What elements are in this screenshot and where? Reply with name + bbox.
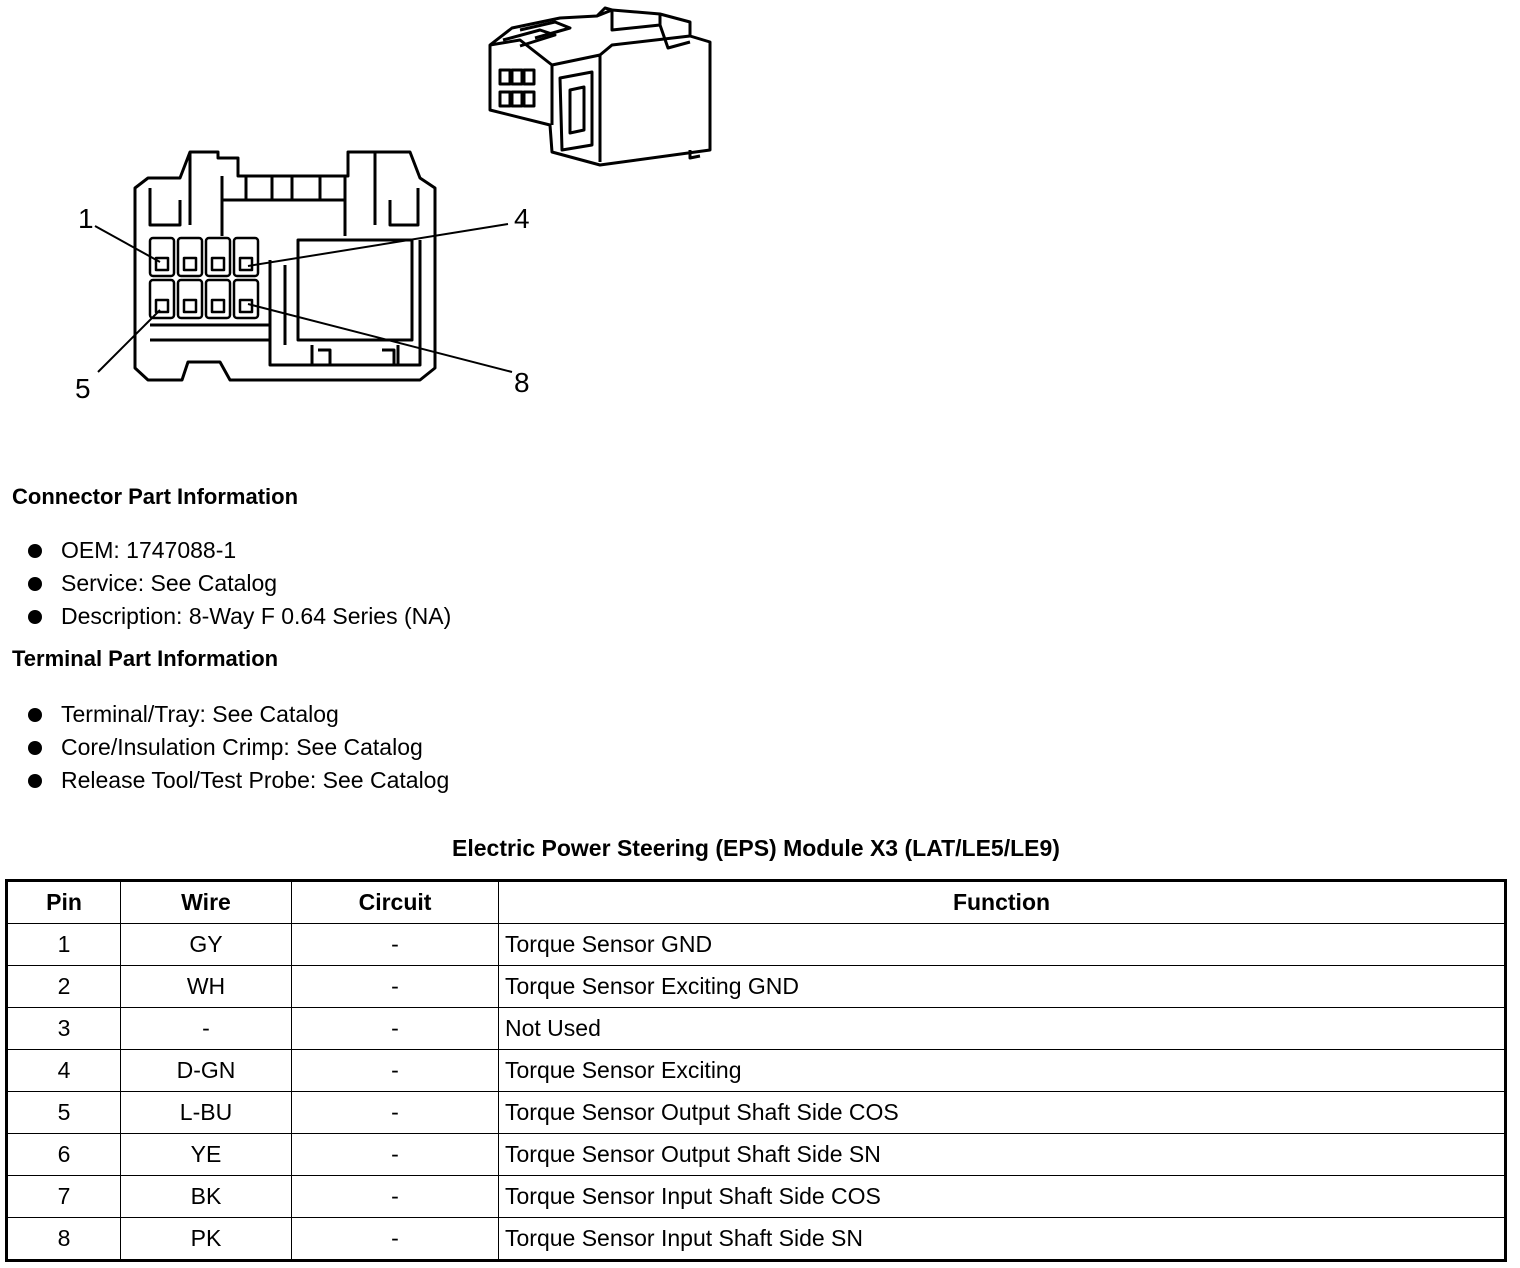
list-item <box>28 764 449 797</box>
cell-wire: PK <box>121 1218 292 1261</box>
list-item-text: Release Tool/Test Probe: See Catalog <box>61 767 450 793</box>
cell-circuit: - <box>292 1176 499 1218</box>
bullet-icon <box>28 774 42 788</box>
cell-circuit: - <box>292 1218 499 1261</box>
cell-pin: 1 <box>7 924 121 966</box>
cell-wire: L-BU <box>121 1092 292 1134</box>
bullet-icon <box>28 741 42 755</box>
list-item <box>28 567 451 600</box>
list-item <box>28 731 449 764</box>
bullet-icon <box>28 544 42 558</box>
column-header-function: Function <box>499 881 1506 924</box>
cell-wire: - <box>121 1008 292 1050</box>
cell-pin: 3 <box>7 1008 121 1050</box>
list-item <box>28 600 451 633</box>
connector-diagram <box>0 0 760 420</box>
cell-circuit: - <box>292 1134 499 1176</box>
cell-function: Torque Sensor Exciting <box>499 1050 1506 1092</box>
terminal-info-heading: Terminal Part Information <box>12 646 279 671</box>
cell-function: Torque Sensor Output Shaft Side COS <box>499 1092 1506 1134</box>
cell-pin: 6 <box>7 1134 121 1176</box>
cell-wire: WH <box>121 966 292 1008</box>
list-item <box>28 698 449 731</box>
connector-info-list <box>28 534 451 633</box>
cell-function: Torque Sensor Input Shaft Side COS <box>499 1176 1506 1218</box>
callout-label-pin-4: 4 <box>514 203 530 234</box>
cell-function: Torque Sensor GND <box>499 924 1506 966</box>
cell-circuit: - <box>292 1008 499 1050</box>
bullet-icon <box>28 610 42 624</box>
callout-label-pin-1: 1 <box>78 203 94 234</box>
table-row <box>7 1008 1506 1050</box>
cell-pin: 2 <box>7 966 121 1008</box>
column-header-circuit: Circuit <box>292 881 499 924</box>
cell-function: Torque Sensor Output Shaft Side SN <box>499 1134 1506 1176</box>
column-header-pin: Pin <box>7 881 121 924</box>
cell-circuit: - <box>292 1092 499 1134</box>
connector-info-heading: Connector Part Information <box>12 484 299 509</box>
cell-pin: 5 <box>7 1092 121 1134</box>
table-row <box>7 924 1506 966</box>
table-row <box>7 1218 1506 1261</box>
cell-wire: D-GN <box>121 1050 292 1092</box>
table-row <box>7 1134 1506 1176</box>
list-item-text: Description: 8-Way F 0.64 Series (NA) <box>61 603 452 629</box>
connector-face-view <box>135 152 435 380</box>
cell-function: Torque Sensor Input Shaft Side SN <box>499 1218 1506 1261</box>
callout-label-pin-5: 5 <box>75 373 91 404</box>
column-header-wire: Wire <box>121 881 292 924</box>
list-item-text: Terminal/Tray: See Catalog <box>61 701 339 727</box>
table-row <box>7 1176 1506 1218</box>
cell-wire: YE <box>121 1134 292 1176</box>
table-title: Electric Power Steering (EPS) Module X3 (LAT/LE5/LE9) <box>452 835 1060 861</box>
cell-circuit: - <box>292 966 499 1008</box>
bullet-icon <box>28 708 42 722</box>
list-item <box>28 534 451 567</box>
list-item-text: OEM: 1747088-1 <box>61 537 237 563</box>
table-row <box>7 1050 1506 1092</box>
bullet-icon <box>28 577 42 591</box>
cell-wire: GY <box>121 924 292 966</box>
cell-circuit: - <box>292 1050 499 1092</box>
cell-pin: 8 <box>7 1218 121 1261</box>
cell-pin: 7 <box>7 1176 121 1218</box>
callout-leaders <box>95 224 512 372</box>
connector-isometric-illustration <box>490 8 710 165</box>
terminal-info-list <box>28 698 449 797</box>
list-item-text: Service: See Catalog <box>61 570 278 596</box>
cell-function: Not Used <box>499 1008 1506 1050</box>
table-row <box>7 966 1506 1008</box>
table-row <box>7 1092 1506 1134</box>
cell-pin: 4 <box>7 1050 121 1092</box>
cell-circuit: - <box>292 924 499 966</box>
cell-function: Torque Sensor Exciting GND <box>499 966 1506 1008</box>
cell-wire: BK <box>121 1176 292 1218</box>
callout-label-pin-8: 8 <box>514 367 530 398</box>
pin-cavity-grid <box>150 238 258 318</box>
list-item-text: Core/Insulation Crimp: See Catalog <box>61 734 423 760</box>
table-header-row <box>7 881 1506 924</box>
pinout-table <box>5 879 1507 1262</box>
